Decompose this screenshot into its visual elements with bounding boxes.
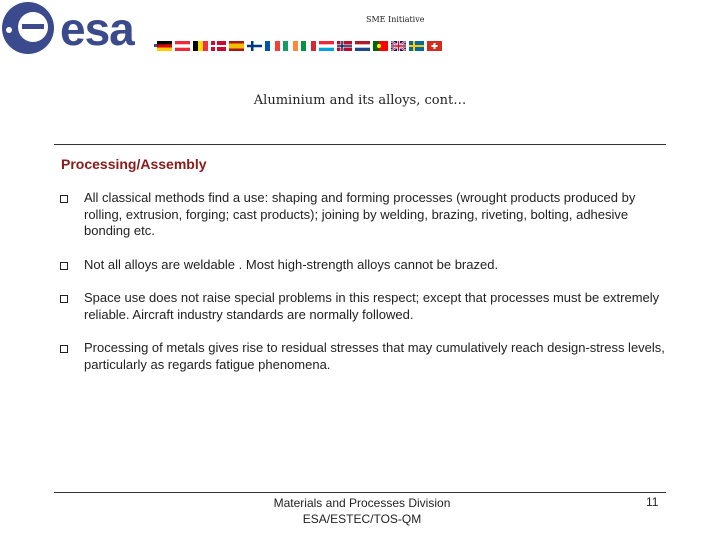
esa-logo-mark [0,0,60,58]
bullet-text: All classical methods find a use: shaping and forming processes (wrought products produced by rolling, extrusion, forging; cast products); joining by welding, brazing, riveting, bolting, adhesive bonding etc. [84,190,636,238]
bullet-item [60,190,665,240]
bullet-item [60,290,665,323]
section-heading: Processing/Assembly [61,156,207,172]
member-flags [157,41,442,51]
flag-portugal-icon [373,41,388,51]
flag-luxembourg-icon [319,41,334,51]
flag-italy-icon [301,41,316,51]
flag-switzerland-icon [427,41,442,51]
bullet-text: Processing of metals gives rise to residual stresses that may cumulatively reach design-stress levels, particularly as regards fatigue phenomena. [84,340,665,372]
bottom-divider [54,492,666,493]
checkbox-bullet-icon [60,345,68,353]
esa-logo [0,0,160,58]
bullet-text: Space use does not raise special problems in this respect; except that processes must be extremely reliable. Aircraft industry standards are normally followed. [84,290,660,322]
flag-denmark-icon [211,41,226,51]
checkbox-bullet-icon [60,195,68,203]
flag-finland-icon [247,41,262,51]
bullet-item [60,257,665,274]
bullet-text: Not all alloys are weldable . Most high-strength alloys cannot be brazed. [84,256,499,272]
flag-ireland-icon [283,41,298,51]
footer-division: Materials and Processes Division [273,496,451,510]
esa-logo-text: esa [60,3,134,55]
header-label: SME Initiative [366,15,425,24]
flag-spain-icon [229,41,244,51]
footer-department: ESA/ESTEC/TOS-QM [302,512,422,526]
checkbox-bullet-icon [60,295,68,303]
checkbox-bullet-icon [60,262,68,270]
bullet-item [60,340,665,373]
flag-netherlands-icon [355,41,370,51]
flag-united-kingdom-icon [391,41,406,51]
slide-title: Aluminium and its alloys, cont… [253,93,467,108]
footer [240,495,484,527]
flag-germany-icon [157,41,172,51]
flag-norway-icon [337,41,352,51]
flag-france-icon [265,41,280,51]
bullet-list [60,190,665,390]
flag-belgium-icon [193,41,208,51]
flag-sweden-icon [409,41,424,51]
page-number: 11 [646,495,659,509]
flag-austria-icon [175,41,190,51]
top-divider [54,144,666,145]
